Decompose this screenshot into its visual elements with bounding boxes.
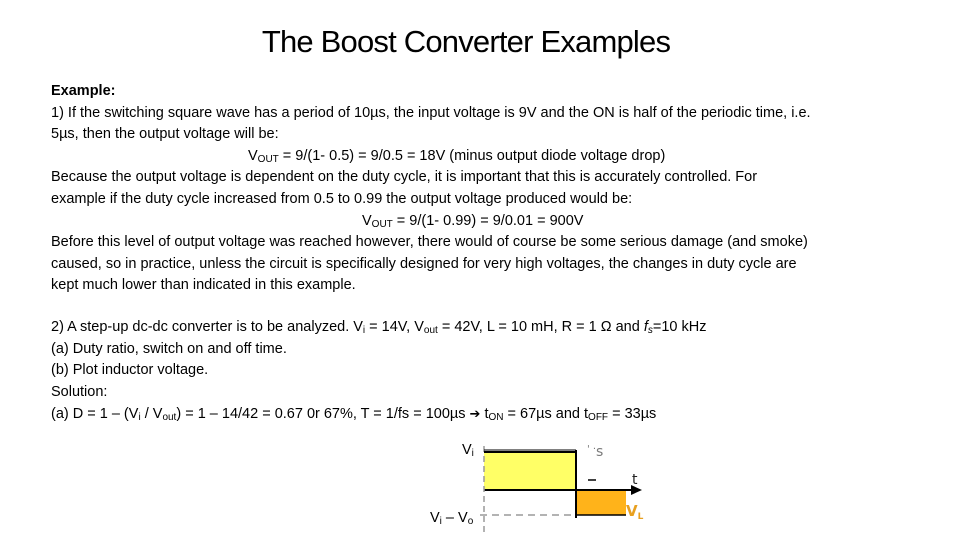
on-interval-area xyxy=(484,452,576,490)
example1-line1: 1) If the switching square wave has a period of 10µs, the input voltage is 9V and the ON is half of the periodic time, i.e. xyxy=(51,104,811,121)
sol-part-b: / V xyxy=(140,406,163,423)
fig-tick-marks: ' · xyxy=(587,444,597,455)
q-part-d: =10 kHz xyxy=(652,318,707,335)
q-part-b: = 14V, V xyxy=(365,318,424,335)
equation-vout-18v xyxy=(51,146,931,168)
eq1-rest: = 9/(1- 0.5) = 9/0.5 = 18V (minus output diode voltage drop) xyxy=(278,147,666,164)
sol-part-f: = 33µs xyxy=(608,406,657,423)
solution-line-a xyxy=(51,403,931,426)
eq2-sub: OUT xyxy=(371,218,393,230)
example1-line4: example if the duty cycle increased from 0.5 to 0.99 the output voltage produced would be: xyxy=(51,190,633,207)
eq1-sub: OUT xyxy=(257,153,279,165)
example2-part-b: (b) Plot inductor voltage. xyxy=(51,362,209,379)
q-sub-s: s xyxy=(647,324,653,336)
example1-line2: 5µs, then the output voltage will be: xyxy=(51,126,279,143)
fig-label-t: t xyxy=(632,472,638,488)
example1-line5: Before this level of output voltage was reached however, there would of course be some serious damage (and smoke) xyxy=(51,234,808,251)
eq1-v: V xyxy=(248,147,258,164)
example1-line6: caused, so in practice, unless the circuit is specifically designed for very high voltages, the changes in duty cycle are xyxy=(51,255,797,272)
label-vi: $V_i$ xyxy=(462,442,474,459)
q-sub-out: out xyxy=(423,324,438,336)
example2-question xyxy=(51,317,931,339)
sol-sub-off: OFF xyxy=(588,412,609,424)
eq2-rest: = 9/(1- 0.99) = 9/0.01 = 900V xyxy=(392,212,584,229)
label-vi-minus-vo: $V_i - V_o$ xyxy=(430,510,474,527)
sol-part-c: ) = 1 – 14/42 = 0.67 0r 67%, T = 1/fs = 100µs xyxy=(176,406,470,423)
eq2-v: V xyxy=(362,212,372,229)
equation-vout-900v xyxy=(51,211,931,233)
solution-heading: Solution: xyxy=(51,383,108,400)
fig-label-s: s xyxy=(596,444,604,460)
sol-sub-on: ON xyxy=(488,412,504,424)
inductor-voltage-plot xyxy=(420,438,670,540)
q-f: f xyxy=(643,318,648,335)
waveform-figure xyxy=(420,438,670,540)
example1-line3: Because the output voltage is dependent on the duty cycle, it is important that this is accurately controlled. For xyxy=(51,169,758,186)
slide-body xyxy=(51,81,931,426)
sol-part-a: (a) D = 1 – (V xyxy=(51,406,139,423)
example2-part-a: (a) Duty ratio, switch on and off time. xyxy=(51,340,287,357)
example1-line7: kept much lower than indicated in this example. xyxy=(51,277,356,294)
sol-part-d: t xyxy=(480,406,489,423)
fig-label-vl: $V_L$ xyxy=(626,502,644,522)
sol-part-e: = 67µs and t xyxy=(503,406,589,423)
q-sub-i: i xyxy=(362,324,366,336)
q-part-a: 2) A step-up dc-dc converter is to be analyzed. V xyxy=(51,318,363,335)
example-heading: Example: xyxy=(51,83,116,99)
right-arrow-icon: ➔ xyxy=(469,406,481,422)
sol-sub-i: i xyxy=(138,412,141,424)
slide-title: The Boost Converter Examples xyxy=(261,24,671,59)
q-part-c: = 42V, L = 10 mH, R = 1 Ω and xyxy=(437,318,644,335)
sol-sub-out: out xyxy=(162,412,177,424)
off-interval-area xyxy=(576,490,626,515)
